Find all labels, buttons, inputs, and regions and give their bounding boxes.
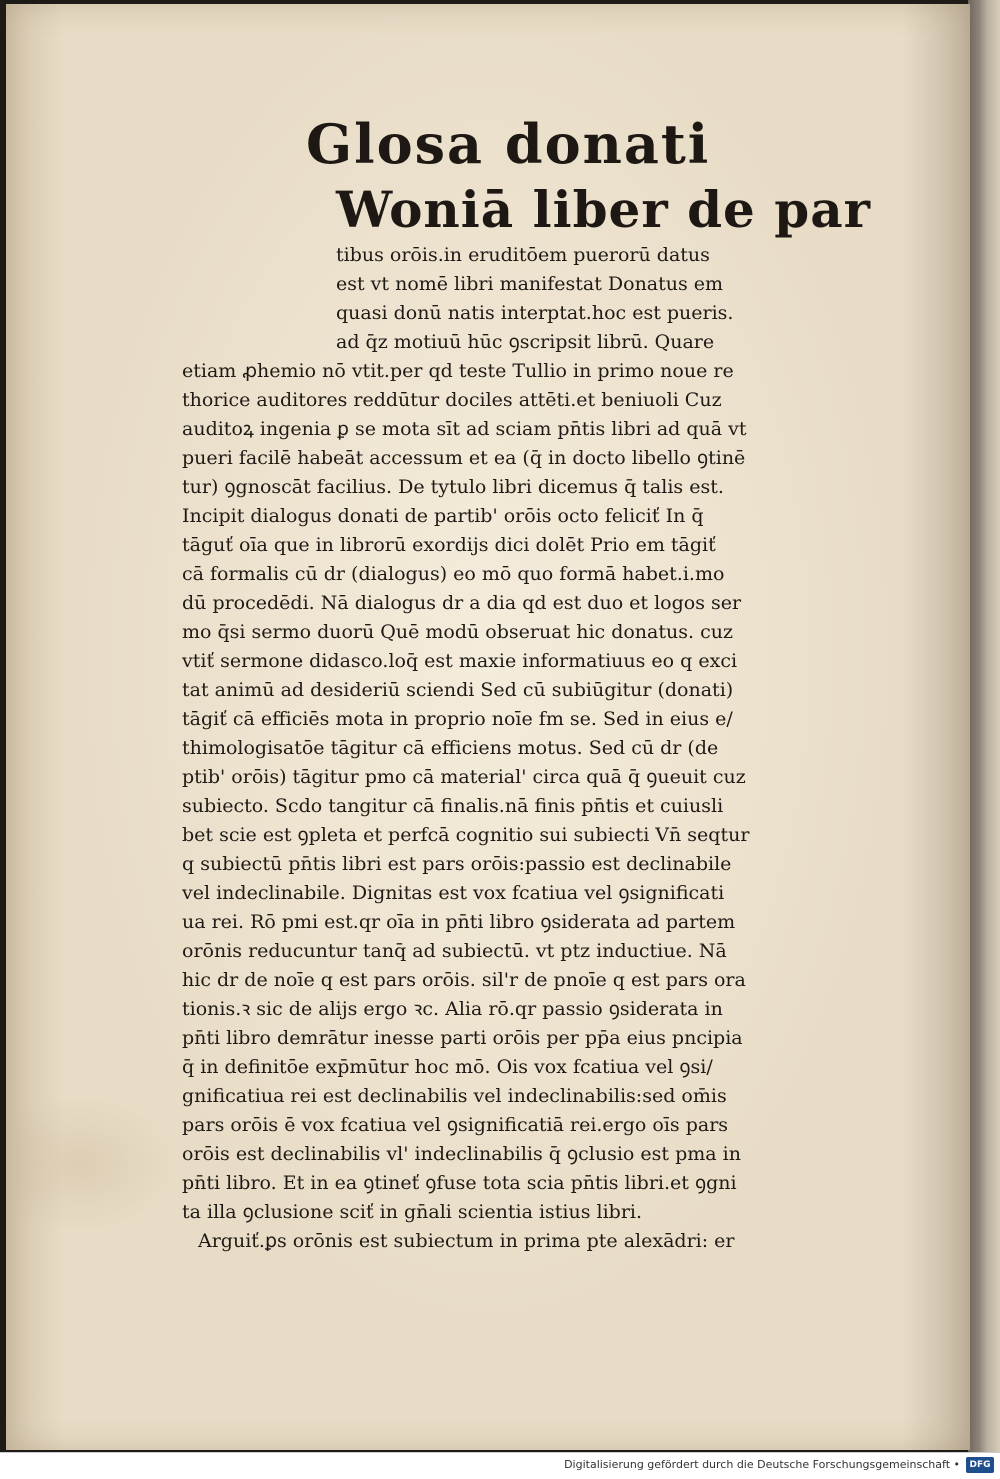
text-line: tur) ꝯgnoscāt facilius. De tytulo libri dicemus q̄ talis est. [182, 476, 724, 498]
text-line: q subiectū pn̄tis libri est pars orōis:passio est declinabile [182, 853, 732, 875]
text-line: tionis.ꝛ sic de alijs ergo ꝛc. Alia rō.qr passio ꝯsiderata in [182, 998, 723, 1020]
text-line: mo q̄si sermo duorū Quē modū obseruat hic donatus. cuz [182, 621, 733, 643]
text-line: tibus orōis.in eruditōem puerorū datus [336, 244, 710, 266]
page-stain [16, 1094, 176, 1234]
text-line: tat animū ad desideriū sciendi Sed cū subiūgitur (donati) [182, 679, 734, 701]
dfg-logo: DFG [966, 1457, 994, 1473]
incipit-line: Woniā liber de par [336, 180, 871, 239]
text-line: Incipit dialogus donati de partib' orōis octo feliciť In q̄ [182, 505, 704, 527]
page-title: Glosa donati [306, 112, 711, 176]
text-line: pueri facilē habeāt accessum et ea (q̄ in docto libello ꝯtinē [182, 447, 746, 469]
text-line: ptib' orōis) tāgitur pmo cā material' circa quā q̄ ꝯueuit cuz [182, 766, 746, 788]
text-line: orōis est declinabilis vl' indeclinabilis q̄ ꝯclusio est pma in [182, 1143, 741, 1165]
text-line: quasi donū natis interptat.hoc est pueris. [336, 302, 734, 324]
footer-credit: Digitalisierung gefördert durch die Deutsche Forschungsgemeinschaft • [564, 1458, 960, 1471]
text-line: vtiť sermone didasco.loq̄ est maxie informatiuus eo q exci [182, 650, 738, 672]
text-line: thorice auditores reddūtur dociles attēti.et beniuoli Cuz [182, 389, 722, 411]
text-line: ta illa ꝯclusione sciť in gn̄ali scientia istius libri. [182, 1201, 643, 1223]
text-line: hic dr de noīe q est pars orōis. sil'r de pnoīe q est pars ora [182, 969, 746, 991]
text-line: dū procedēdi. Nā dialogus dr a dia qd est duo et logos ser [182, 592, 742, 614]
text-line: subiecto. Scdo tangitur cā finalis.nā finis pn̄tis et cuiusli [182, 795, 724, 817]
text-line: auditoꝝ ingenia ꝑ se mota sīt ad sciam pn̄tis libri ad quā vt [182, 418, 747, 440]
text-line: tāguť oīa que in librorū exordijs dici dolēt Prio em tāgiť [182, 534, 716, 556]
digitization-footer [0, 1452, 1000, 1479]
text-line: orōnis reducuntur tanq̄ ad subiectū. vt ptz inductiue. Nā [182, 940, 727, 962]
text-line: tāgiť cā efficiēs mota in proprio noīe fm se. Sed in eius e/ [182, 708, 733, 730]
text-line: q̄ in definitōe exp̄mūtur hoc mō. Ois vox fcatiua vel ꝯsi/ [182, 1056, 713, 1078]
text-line: thimologisatōe tāgitur cā efficiens motus. Sed cū dr (de [182, 737, 719, 759]
text-line: pn̄ti libro. Et in ea ꝯtineť ꝯfuse tota scia pn̄tis libri.et ꝯgni [182, 1172, 737, 1194]
text-line: pars orōis ē vox fcatiua vel ꝯsignificatiā rei.ergo oīs pars [182, 1114, 729, 1136]
text-line: vel indeclinabile. Dignitas est vox fcatiua vel ꝯsignificati [182, 882, 725, 904]
text-line: etiam ꝓhemio nō vtit.per qd teste Tullio in primo noue re [182, 360, 734, 382]
text-line: ad q̄z motiuū hūc ꝯscripsit librū. Quare [336, 331, 715, 353]
text-line: cā formalis cū dr (dialogus) eo mō quo formā habet.i.mo [182, 563, 725, 585]
text-line: ua rei. Rō pmi est.qr oīa in pn̄ti libro ꝯsiderata ad partem [182, 911, 736, 933]
text-line: bet scie est ꝯpleta et perfcā cognitio sui subiecti Vn̄ seqtur [182, 824, 750, 846]
book-edge [968, 0, 1000, 1452]
text-line: pn̄ti libro demrātur inesse parti orōis per pp̄a eius pncipia [182, 1027, 743, 1049]
text-line: gnificatiua rei est declinabilis vel indeclinabilis:sed om̄is [182, 1085, 727, 1107]
text-line: Arguiť.ꝑs orōnis est subiectum in prima pte alexādri: er [198, 1230, 735, 1252]
text-line: est vt nomē libri manifestat Donatus em [336, 273, 724, 295]
